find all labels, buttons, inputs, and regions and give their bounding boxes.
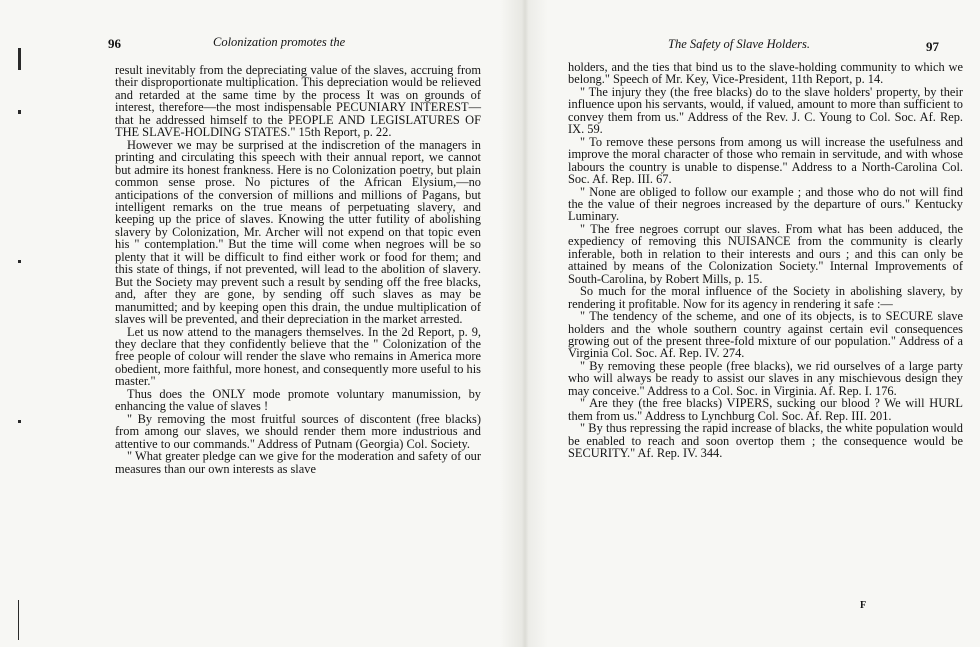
paragraph: " The injury they (the free blacks) do to the slave holders' property, by their influence upon his servants, would, if valued, amount to more than sufficient to convey them from us." Address of the Rev. J. C. Young to Col. Soc. Af. Rep. IX. 59. xyxy=(568,84,963,137)
paragraph: Let us now attend to the managers themselves. In the 2d Report, p. 9, they declare that they confidently believe that the " Colonization of the free people of colour will render the slave who remains in America more obedient, more faithful, more honest, and consequently more useful to his master." xyxy=(115,324,481,389)
paragraph: " The tendency of the scheme, and one of its objects, is to SECURE slave holders and the whole southern country against certain evil consequences growing out of the present three-fold mixture of our population." Address of a Virginia Col. Soc. Af. Rep. IV. 274. xyxy=(568,309,963,361)
body-text xyxy=(115,64,481,475)
paragraph: " By thus repressing the rapid increase of blacks, the white population would be enabled to reach and soon overtop them ; the consequence would be SECURITY." Af. Rep. IV. 344. xyxy=(568,421,963,461)
paragraph: Thus does the ONLY mode promote voluntary manumission, by enhancing the value of slaves ! xyxy=(115,386,481,414)
paragraph: So much for the moral influence of the Society in abolishing slavery, by rendering it profitable. Now for its agency in rendering it safe :— xyxy=(568,284,963,311)
paragraph: " To remove these persons from among us will increase the usefulness and improve the moral character of those who remain in servitude, and with whose labours the country is unable to dispense." Address to a North-Carolina Col. Soc. Af. Rep. III. 67. xyxy=(568,134,963,187)
paragraph: However we may be surprised at the indiscretion of the managers in printing and circulating this speech with their annual report, we cannot but admire its honest frankness. Here is no Colonization poetry, but plain common sense prose. No pictures of the African Elysium,—no anticipations of the conversion of millions and millions of Pagans, but intelligent remarks on the true means of perpetuating slavery, and keeping up the price of slaves. Knowing the utter futility of abolishing slavery by Colonization, Mr. Archer will not expend on that topic even his " contemplation." But the time will come when negroes will be so plenty that it will be difficult to find either work or food for them; and this state of things, if not prevented, will lead to the abolition of slavery. But the Society may prevent such a result by sending off the free blacks, and, after they are gone, by sending off such slaves as may be manumitted; and by keeping open this drain, the undue multiplication of slaves will be prevented, and their depreciation in the market arrested. xyxy=(115,137,481,327)
paragraph: " None are obliged to follow our example ; and those who do not will find the the value of their negroes increased by the departure of ours." Kentucky Luminary. xyxy=(568,184,963,224)
page-number: 97 xyxy=(926,39,939,54)
paragraph: " By removing the most fruitful sources of discontent (free blacks) from among our slaves, we should render them more industrious and attentive to our commands." Address of Putnam (Georgia) Col. Society. xyxy=(115,411,481,451)
signature-mark: F xyxy=(860,600,867,611)
paragraph: result inevitably from the depreciating value of the slaves, accruing from their disproportionate multiplication. This depreciation would be relieved and retarded at the same time by the process It was on grounds of interest, therefore—the most indispensable PECUNIARY INTEREST—that he addressed himself to the PEOPLE AND LEGISLATURES OF THE SLAVE-HOLDING STATES." 15th Report, p. 22. xyxy=(115,63,481,140)
paragraph: holders, and the ties that bind us to the slave-holding community to which we belong." Speech of Mr. Key, Vice-President, 11th Report, p. 14. xyxy=(568,60,963,87)
running-head-title: Colonization promotes the xyxy=(213,35,346,49)
body-text xyxy=(568,61,963,460)
running-head-title: The Safety of Slave Holders. xyxy=(668,37,810,51)
page-number: 96 xyxy=(108,36,121,51)
paragraph: " Are they (the free blacks) VIPERS, sucking our blood ? We will HURL them from us." Address to Lynchburg Col. Soc. Af. Rep. III. 201. xyxy=(568,396,963,423)
right-page xyxy=(548,0,980,647)
book-gutter xyxy=(500,0,548,647)
paragraph: " What greater pledge can we give for the moderation and safety of our measures than our own interests as slave xyxy=(115,449,481,476)
paragraph: " By removing these people (free blacks), we rid ourselves of a large party who will always be ready to assist our slaves in any mischievous design they may conceive." Address to a Col. Soc. in Virginia. Af. Rep. I. 176. xyxy=(568,358,963,398)
paragraph: " The free negroes corrupt our slaves. From what has been adduced, the expediency of removing this NUISANCE from the community is clearly inferable, both in relation to their interests and ours ; and this can only be attained by means of the Colonization Society." Internal Improvements of South-Carolina, by Robert Mills, p. 15. xyxy=(568,221,963,286)
